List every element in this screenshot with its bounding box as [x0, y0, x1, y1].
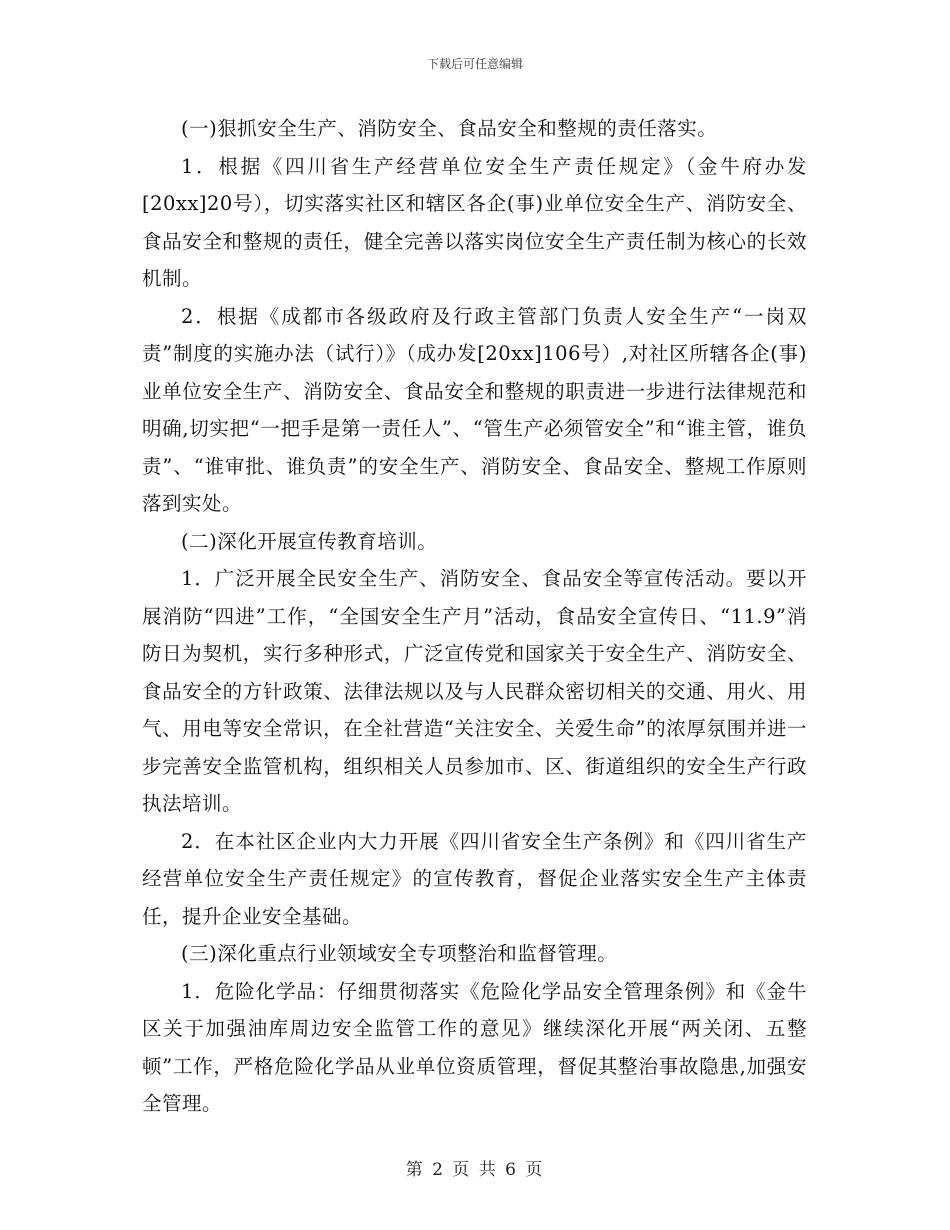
document-body: [142, 110, 807, 1123]
section-heading-2: (二)深化开展宣传教育培训。: [181, 529, 438, 553]
paragraph: 1．危险化学品：仔细贯彻落实《危险化学品安全管理条例》和《金牛区关于加强油库周边安全监管工作的意见》继续深化开展“两关闭、五整顿”工作，严格危险化学品从业单位资质管理，督促其整治事故隐患,加强安全管理。: [142, 979, 807, 1115]
paragraph: 2．根据《成都市各级政府及行政主管部门负责人安全生产“一岗双责”制度的实施办法（试行）》（成办发[20xx]106号）,对社区所辖各企(事)业单位安全生产、消防安全、食品安全和整规的职责进一步进行法律规范和明确,切实把“一把手是第一责任人”、“管生产必须管安全”和“谁主管，谁负责”、“谁审批、谁负责”的安全生产、消防安全、食品安全、整规工作原则落到实处。: [142, 304, 807, 515]
paragraph: 1．广泛开展全民安全生产、消防安全、食品安全等宣传活动。要以开展消防“四进”工作，“全国安全生产月”活动，食品安全宣传日、“11.9”消防日为契机，实行多种形式，广泛宣传党和国家关于安全生产、消防安全、食品安全的方针政策、法律法规以及与人民群众密切相关的交通、用火、用气、用电等安全常识，在全社营造“关注安全、关爱生命”的浓厚氛围并进一步完善安全监管机构，组织相关人员参加市、区、街道组织的安全生产行政执法培训。: [142, 567, 807, 815]
paragraph: 1．根据《四川省生产经营单位安全生产责任规定》（金牛府办发[20xx]20号），切实落实社区和辖区各企(事)业单位安全生产、消防安全、食品安全和整规的责任，健全完善以落实岗位安全生产责任制为核心的长效机制。: [142, 154, 807, 290]
paragraph: 2．在本社区企业内大力开展《四川省安全生产条例》和《四川省生产经营单位安全生产责任规定》的宣传教育，督促企业落实安全生产主体责任，提升企业安全基础。: [142, 829, 807, 928]
section-heading-3: (三)深化重点行业领域安全专项整治和监督管理。: [181, 942, 618, 965]
header-note: 下载后可任意编辑: [426, 57, 523, 71]
page-number: 第 2 页 共 6 页: [405, 1160, 545, 1180]
section-heading-1: (一)狠抓安全生产、消防安全、食品安全和整规的责任落实。: [181, 117, 718, 140]
